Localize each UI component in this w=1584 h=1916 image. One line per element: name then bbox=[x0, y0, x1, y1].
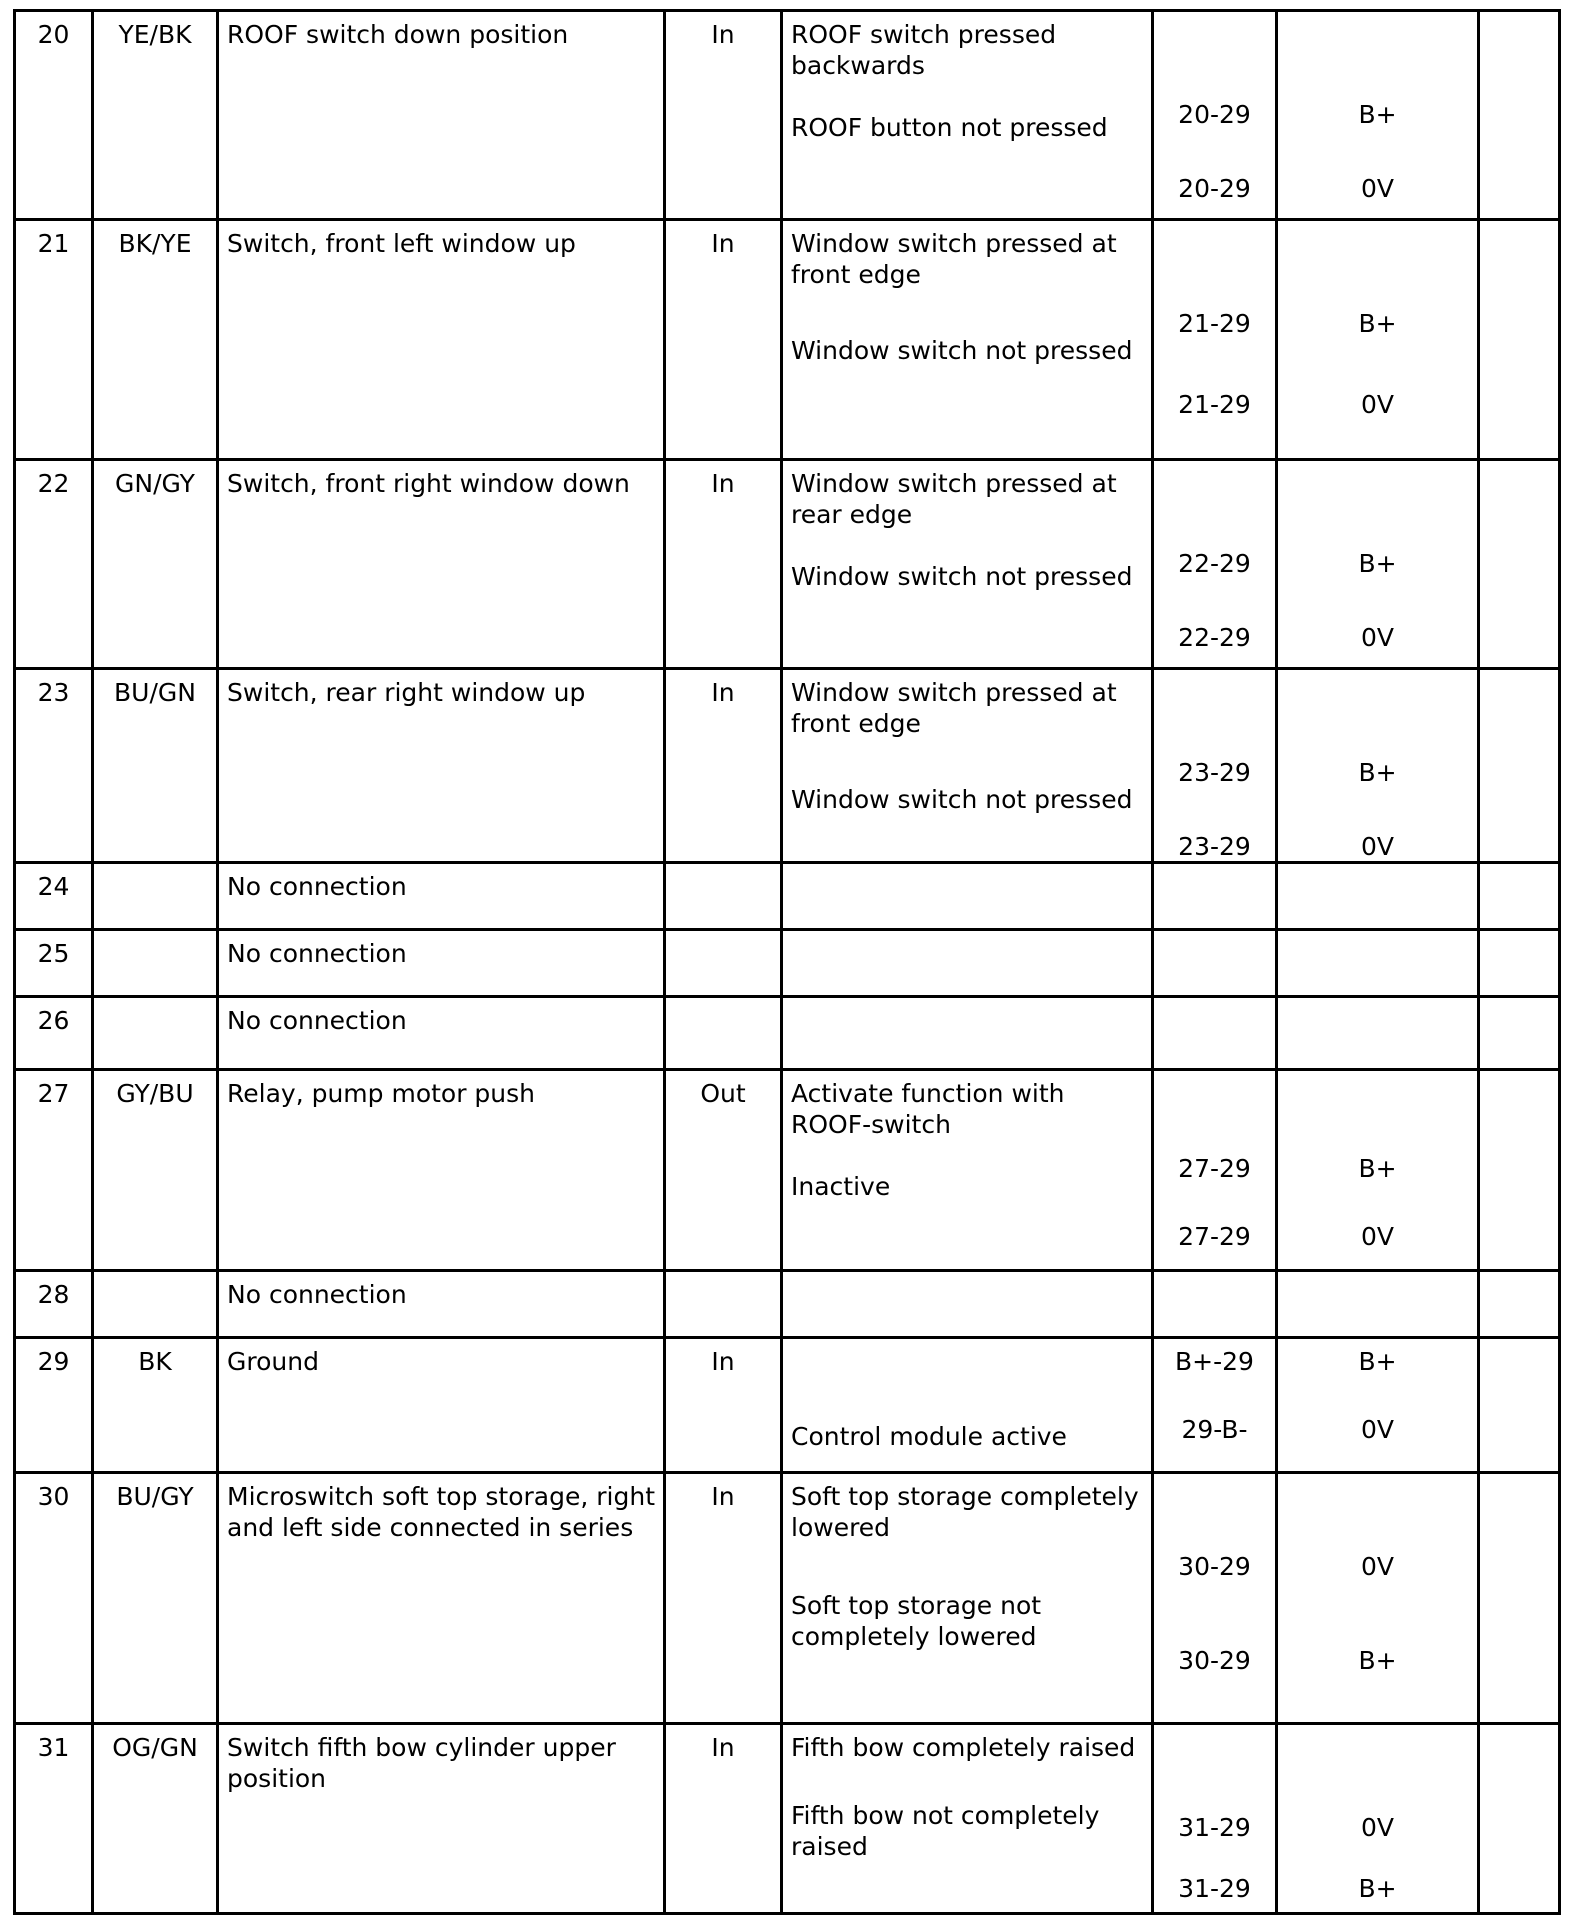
measure-point-text: 23-29 bbox=[1178, 758, 1251, 787]
measure-points-cell bbox=[1153, 669, 1277, 863]
description-cell: Switch fifth bow cylinder upper position bbox=[218, 1724, 665, 1914]
blank-cell bbox=[1479, 220, 1560, 460]
description-cell: Ground bbox=[218, 1338, 665, 1473]
condition-text: Soft top storage completely lowered bbox=[791, 1482, 1139, 1542]
measure-points-cell bbox=[1153, 1338, 1277, 1473]
measure-point-text: 31-29 bbox=[1178, 1813, 1251, 1842]
pin-table bbox=[13, 9, 1561, 1915]
conditions-cell bbox=[782, 1070, 1153, 1271]
measure-points-cell bbox=[1153, 863, 1277, 930]
conditions-cell bbox=[782, 997, 1153, 1070]
table-row bbox=[15, 220, 1560, 460]
measure-points-cell bbox=[1153, 997, 1277, 1070]
description-cell: Switch, rear right window up bbox=[218, 669, 665, 863]
measure-points-cell bbox=[1153, 930, 1277, 997]
direction-cell: In bbox=[665, 460, 782, 669]
description-cell: Switch, front right window down bbox=[218, 460, 665, 669]
wire-color-cell bbox=[93, 1271, 218, 1338]
blank-cell bbox=[1479, 1338, 1560, 1473]
expected-value-text: 0V bbox=[1360, 390, 1394, 419]
direction-cell: In bbox=[665, 1724, 782, 1914]
blank-cell bbox=[1479, 669, 1560, 863]
condition-text: Window switch not pressed bbox=[791, 562, 1133, 591]
pin-number-cell: 22 bbox=[15, 460, 93, 669]
expected-value-text: B+ bbox=[1358, 1347, 1397, 1376]
description-cell: Microswitch soft top storage, right and left side connected in series bbox=[218, 1473, 665, 1724]
direction-cell: In bbox=[665, 669, 782, 863]
expected-value-text: 0V bbox=[1360, 174, 1394, 203]
condition-text: Window switch pressed at rear edge bbox=[791, 469, 1117, 529]
expected-value-text: B+ bbox=[1358, 100, 1397, 129]
blank-cell bbox=[1479, 11, 1560, 220]
measure-point-text: 27-29 bbox=[1178, 1222, 1251, 1251]
description-cell: No connection bbox=[218, 863, 665, 930]
table-row bbox=[15, 1473, 1560, 1724]
condition-text: Window switch not pressed bbox=[791, 785, 1133, 814]
wire-color-cell: BU/GN bbox=[93, 669, 218, 863]
description-cell: No connection bbox=[218, 1271, 665, 1338]
direction-cell bbox=[665, 1271, 782, 1338]
measure-point-text: 22-29 bbox=[1178, 623, 1251, 652]
expected-value-text: 0V bbox=[1360, 832, 1394, 861]
blank-cell bbox=[1479, 1070, 1560, 1271]
values-cell bbox=[1277, 930, 1479, 997]
direction-cell: In bbox=[665, 1473, 782, 1724]
conditions-cell bbox=[782, 863, 1153, 930]
measure-point-text: 22-29 bbox=[1178, 549, 1251, 578]
condition-text: ROOF switch pressed backwards bbox=[791, 20, 1057, 80]
measure-point-text: 30-29 bbox=[1178, 1552, 1251, 1581]
conditions-cell bbox=[782, 1338, 1153, 1473]
values-cell bbox=[1277, 1724, 1479, 1914]
expected-value-text: B+ bbox=[1358, 1874, 1397, 1903]
wire-color-cell bbox=[93, 863, 218, 930]
wire-color-cell: YE/BK bbox=[93, 11, 218, 220]
measure-points-cell bbox=[1153, 11, 1277, 220]
table-row bbox=[15, 1070, 1560, 1271]
pin-number-cell: 23 bbox=[15, 669, 93, 863]
table-row bbox=[15, 11, 1560, 220]
wire-color-cell bbox=[93, 997, 218, 1070]
values-cell bbox=[1277, 11, 1479, 220]
wire-color-cell: BU/GY bbox=[93, 1473, 218, 1724]
wire-color-cell: GN/GY bbox=[93, 460, 218, 669]
direction-cell: In bbox=[665, 220, 782, 460]
expected-value-text: B+ bbox=[1358, 549, 1397, 578]
description-cell: No connection bbox=[218, 930, 665, 997]
direction-cell bbox=[665, 863, 782, 930]
condition-text: Window switch pressed at front edge bbox=[791, 229, 1117, 289]
expected-value-text: 0V bbox=[1360, 1415, 1394, 1444]
measure-points-cell bbox=[1153, 1724, 1277, 1914]
pin-number-cell: 25 bbox=[15, 930, 93, 997]
expected-value-text: B+ bbox=[1358, 758, 1397, 787]
conditions-cell bbox=[782, 1271, 1153, 1338]
expected-value-text: 0V bbox=[1360, 1552, 1394, 1581]
table-row bbox=[15, 930, 1560, 997]
expected-value-text: 0V bbox=[1360, 623, 1394, 652]
measure-point-text: 20-29 bbox=[1178, 174, 1251, 203]
measure-point-text: 21-29 bbox=[1178, 390, 1251, 419]
table-row bbox=[15, 1338, 1560, 1473]
blank-cell bbox=[1479, 863, 1560, 930]
description-cell: ROOF switch down position bbox=[218, 11, 665, 220]
condition-text: Soft top storage not completely lowered bbox=[791, 1591, 1042, 1651]
pin-number-cell: 30 bbox=[15, 1473, 93, 1724]
description-cell: No connection bbox=[218, 997, 665, 1070]
blank-cell bbox=[1479, 460, 1560, 669]
description-cell: Switch, front left window up bbox=[218, 220, 665, 460]
blank-cell bbox=[1479, 930, 1560, 997]
conditions-cell bbox=[782, 11, 1153, 220]
pin-number-cell: 21 bbox=[15, 220, 93, 460]
pin-number-cell: 31 bbox=[15, 1724, 93, 1914]
blank-cell bbox=[1479, 1473, 1560, 1724]
pin-number-cell: 20 bbox=[15, 11, 93, 220]
condition-text: Window switch pressed at front edge bbox=[791, 678, 1117, 738]
values-cell bbox=[1277, 1338, 1479, 1473]
conditions-cell bbox=[782, 669, 1153, 863]
expected-value-text: 0V bbox=[1360, 1813, 1394, 1842]
values-cell bbox=[1277, 997, 1479, 1070]
table-row bbox=[15, 1724, 1560, 1914]
expected-value-text: B+ bbox=[1358, 1154, 1397, 1183]
description-cell: Relay, pump motor push bbox=[218, 1070, 665, 1271]
blank-cell bbox=[1479, 1271, 1560, 1338]
conditions-cell bbox=[782, 460, 1153, 669]
wire-color-cell: BK/YE bbox=[93, 220, 218, 460]
values-cell bbox=[1277, 863, 1479, 930]
table-row bbox=[15, 1271, 1560, 1338]
condition-text: ROOF button not pressed bbox=[791, 113, 1108, 142]
conditions-cell bbox=[782, 1473, 1153, 1724]
measure-points-cell bbox=[1153, 220, 1277, 460]
wire-color-cell: GY/BU bbox=[93, 1070, 218, 1271]
expected-value-text: 0V bbox=[1360, 1222, 1394, 1251]
pin-number-cell: 27 bbox=[15, 1070, 93, 1271]
direction-cell: In bbox=[665, 11, 782, 220]
condition-text: Control module active bbox=[791, 1422, 1067, 1451]
wire-color-cell: BK bbox=[93, 1338, 218, 1473]
conditions-cell bbox=[782, 930, 1153, 997]
conditions-cell bbox=[782, 1724, 1153, 1914]
measure-point-text: 30-29 bbox=[1178, 1646, 1251, 1675]
table-row bbox=[15, 997, 1560, 1070]
direction-cell: Out bbox=[665, 1070, 782, 1271]
table-row bbox=[15, 460, 1560, 669]
pin-table-body bbox=[15, 11, 1560, 1914]
values-cell bbox=[1277, 460, 1479, 669]
measure-point-text: 27-29 bbox=[1178, 1154, 1251, 1183]
pin-number-cell: 24 bbox=[15, 863, 93, 930]
table-row bbox=[15, 863, 1560, 930]
pin-number-cell: 26 bbox=[15, 997, 93, 1070]
condition-text: Inactive bbox=[791, 1172, 891, 1201]
values-cell bbox=[1277, 1271, 1479, 1338]
values-cell bbox=[1277, 669, 1479, 863]
table-row bbox=[15, 669, 1560, 863]
condition-text: Fifth bow completely raised bbox=[791, 1733, 1136, 1762]
blank-cell bbox=[1479, 997, 1560, 1070]
measure-point-text: 23-29 bbox=[1178, 832, 1251, 861]
values-cell bbox=[1277, 1473, 1479, 1724]
measure-points-cell bbox=[1153, 1473, 1277, 1724]
direction-cell bbox=[665, 930, 782, 997]
values-cell bbox=[1277, 220, 1479, 460]
conditions-cell bbox=[782, 220, 1153, 460]
measure-points-cell bbox=[1153, 460, 1277, 669]
measure-point-text: 20-29 bbox=[1178, 100, 1251, 129]
measure-point-text: 21-29 bbox=[1178, 309, 1251, 338]
direction-cell bbox=[665, 997, 782, 1070]
expected-value-text: B+ bbox=[1358, 309, 1397, 338]
direction-cell: In bbox=[665, 1338, 782, 1473]
pin-number-cell: 29 bbox=[15, 1338, 93, 1473]
values-cell bbox=[1277, 1070, 1479, 1271]
wire-color-cell: OG/GN bbox=[93, 1724, 218, 1914]
measure-point-text: 31-29 bbox=[1178, 1874, 1251, 1903]
expected-value-text: B+ bbox=[1358, 1646, 1397, 1675]
measure-point-text: 29-B- bbox=[1181, 1415, 1248, 1444]
pin-number-cell: 28 bbox=[15, 1271, 93, 1338]
wire-color-cell bbox=[93, 930, 218, 997]
measure-point-text: B+-29 bbox=[1175, 1347, 1254, 1376]
condition-text: Fifth bow not completely raised bbox=[791, 1801, 1100, 1861]
measure-points-cell bbox=[1153, 1070, 1277, 1271]
blank-cell bbox=[1479, 1724, 1560, 1914]
condition-text: Window switch not pressed bbox=[791, 336, 1133, 365]
condition-text: Activate function with ROOF-switch bbox=[791, 1079, 1065, 1139]
measure-points-cell bbox=[1153, 1271, 1277, 1338]
